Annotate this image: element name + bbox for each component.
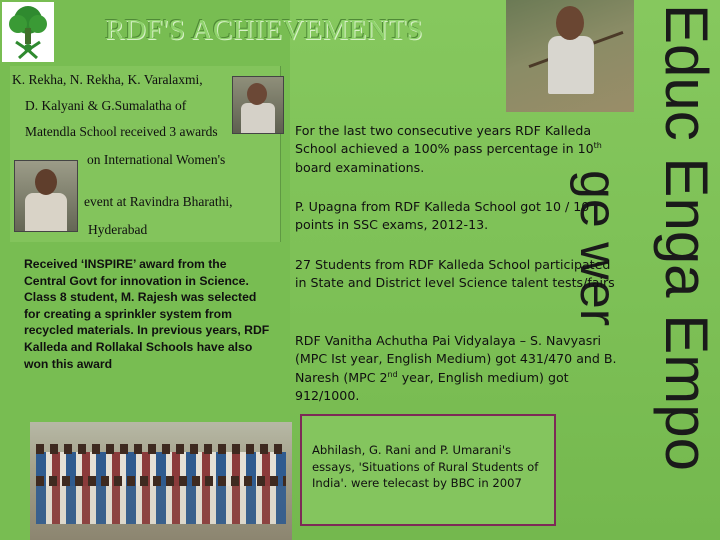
- slide-title: RDF'S ACHIEVEMENTS: [105, 14, 423, 46]
- achievement-vanitha-vidyalaya: [295, 332, 625, 406]
- achievement-board-exams: [295, 122, 625, 177]
- vertical-banner-text: [634, 2, 720, 500]
- bbc-essay-box: [300, 414, 556, 526]
- award-girl-photo-1: [232, 76, 284, 134]
- achievement-board-exams-text: For the last two consecutive years RDF Kalleda School achieved a 100% pass percentage in 10: [295, 123, 594, 157]
- award-line-5: event at Ravindra Bharathi,: [84, 194, 233, 209]
- vertical-mid-label: ge wer: [569, 170, 627, 327]
- superscript-th: th: [593, 141, 602, 151]
- achievement-science-fairs: 27 Students from RDF Kalleda School participated in State and District level Science talent tests/fairs: [295, 257, 615, 291]
- achievement-board-exams-text-end: board examinations.: [295, 159, 425, 175]
- award-line-3: Matendla School received 3 awards: [25, 124, 218, 139]
- award-line-6: Hyderabad: [88, 222, 148, 237]
- tree-icon: [2, 2, 54, 62]
- achievement-vanitha-text-end: year, English medium) got 912/1000.: [295, 369, 569, 404]
- award-girl-photo-2: [14, 160, 78, 232]
- inspire-award-text: Received ‘INSPIRE’ award from the Central Govt for innovation in Science. Class 8 student, M. Rajesh was selected for creating a sprinkler system from recycled materials. In previous years, RDF Kalleda and Rollakal Schools have also won this award: [24, 257, 270, 371]
- vertical-banner-label: Educ Enga Empo: [653, 4, 720, 471]
- superscript-nd: nd: [387, 369, 398, 379]
- award-line-1: K. Rekha, N. Rekha, K. Varalaxmi,: [12, 72, 203, 87]
- boy-planting-photo: [506, 0, 634, 112]
- bbc-essay-text: Abhilash, G. Rani and P. Umarani's essays, 'Situations of Rural Students of India'. were telecast by BBC in 2007: [312, 443, 539, 491]
- rdf-logo: [2, 2, 54, 62]
- achievement-ssc-points: P. Upagna from RDF Kalleda School got 10 / 10 points in SSC exams, 2012-13.: [295, 199, 590, 233]
- award-line-2: D. Kalyani & G.Sumalatha of: [25, 98, 187, 113]
- award-line-4: on International Women's: [87, 152, 226, 167]
- achievement-vanitha-text: RDF Vanitha Achutha Pai Vidyalaya – S. Navyasri (MPC Ist year, English Medium) got 431/470 and B. Naresh (MPC 2: [295, 333, 617, 385]
- group-students-photo: [30, 422, 292, 540]
